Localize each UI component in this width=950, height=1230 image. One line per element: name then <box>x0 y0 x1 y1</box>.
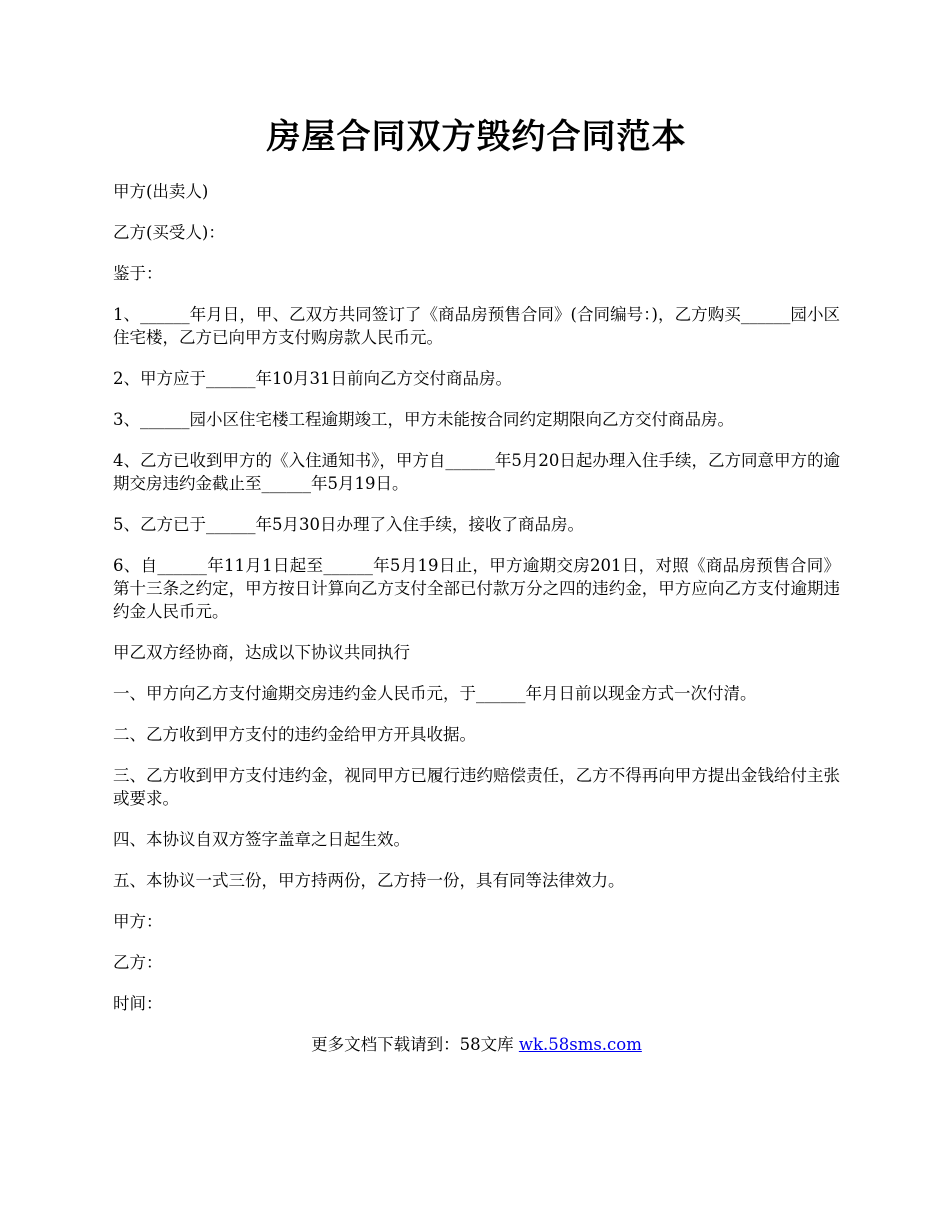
signature-time: 时间： <box>113 994 163 1013</box>
clause-6: 6、自______年11月1日起至______年5月19日止，甲方逾期交房201日，对照《商品房预售合同》第十三条之约定，甲方按日计算向乙方支付全部已付款万分之四的违约金，甲方应向乙方支付逾期违约金人民币元。 <box>113 556 840 621</box>
clause-3: 3、______园小区住宅楼工程逾期竣工，甲方未能按合同约定期限向乙方交付商品房。 <box>113 410 734 429</box>
party-a-label: 甲方(出卖人) <box>113 182 209 201</box>
footer-text: 更多文档下载请到：58文库 <box>311 1035 519 1054</box>
clause-5: 5、乙方已于______年5月30日办理了入住手续，接收了商品房。 <box>113 515 584 534</box>
clause-2: 2、甲方应于______年10月31日前向乙方交付商品房。 <box>113 369 512 388</box>
document-title: 房屋合同双方毁约合同范本 <box>266 117 687 157</box>
clause-1: 1、______年月日，甲、乙双方共同签订了《商品房预售合同》(合同编号：)，乙方购买______园小区住宅楼，乙方已向甲方支付购房款人民币元。 <box>113 305 840 347</box>
footer <box>113 1033 840 1056</box>
agreement-3: 三、乙方收到甲方支付违约金，视同甲方已履行违约赔偿责任，乙方不得再向甲方提出金钱给付主张或要求。 <box>113 766 840 808</box>
signature-party-b: 乙方： <box>113 953 163 972</box>
agreement-2: 二、乙方收到甲方支付的违约金给甲方开具收据。 <box>113 725 476 744</box>
agreement-1: 一、甲方向乙方支付逾期交房违约金人民币元，于______年月日前以现金方式一次付清。 <box>113 684 757 703</box>
document-page <box>113 112 840 1056</box>
signature-party-a: 甲方： <box>113 912 163 931</box>
agreement-5: 五、本协议一式三份，甲方持两份，乙方持一份，具有同等法律效力。 <box>113 871 625 890</box>
footer-link[interactable]: wk.58sms.com <box>518 1035 642 1054</box>
whereas-label: 鉴于： <box>113 264 163 283</box>
agreement-4: 四、本协议自双方签字盖章之日起生效。 <box>113 830 410 849</box>
agreement-intro: 甲乙双方经协商，达成以下协议共同执行 <box>113 643 410 662</box>
clause-4: 4、乙方已收到甲方的《入住通知书》，甲方自______年5月20日起办理入住手续，乙方同意甲方的逾期交房违约金截止至______年5月19日。 <box>113 451 840 493</box>
party-b-label: 乙方(买受人)： <box>113 223 225 242</box>
